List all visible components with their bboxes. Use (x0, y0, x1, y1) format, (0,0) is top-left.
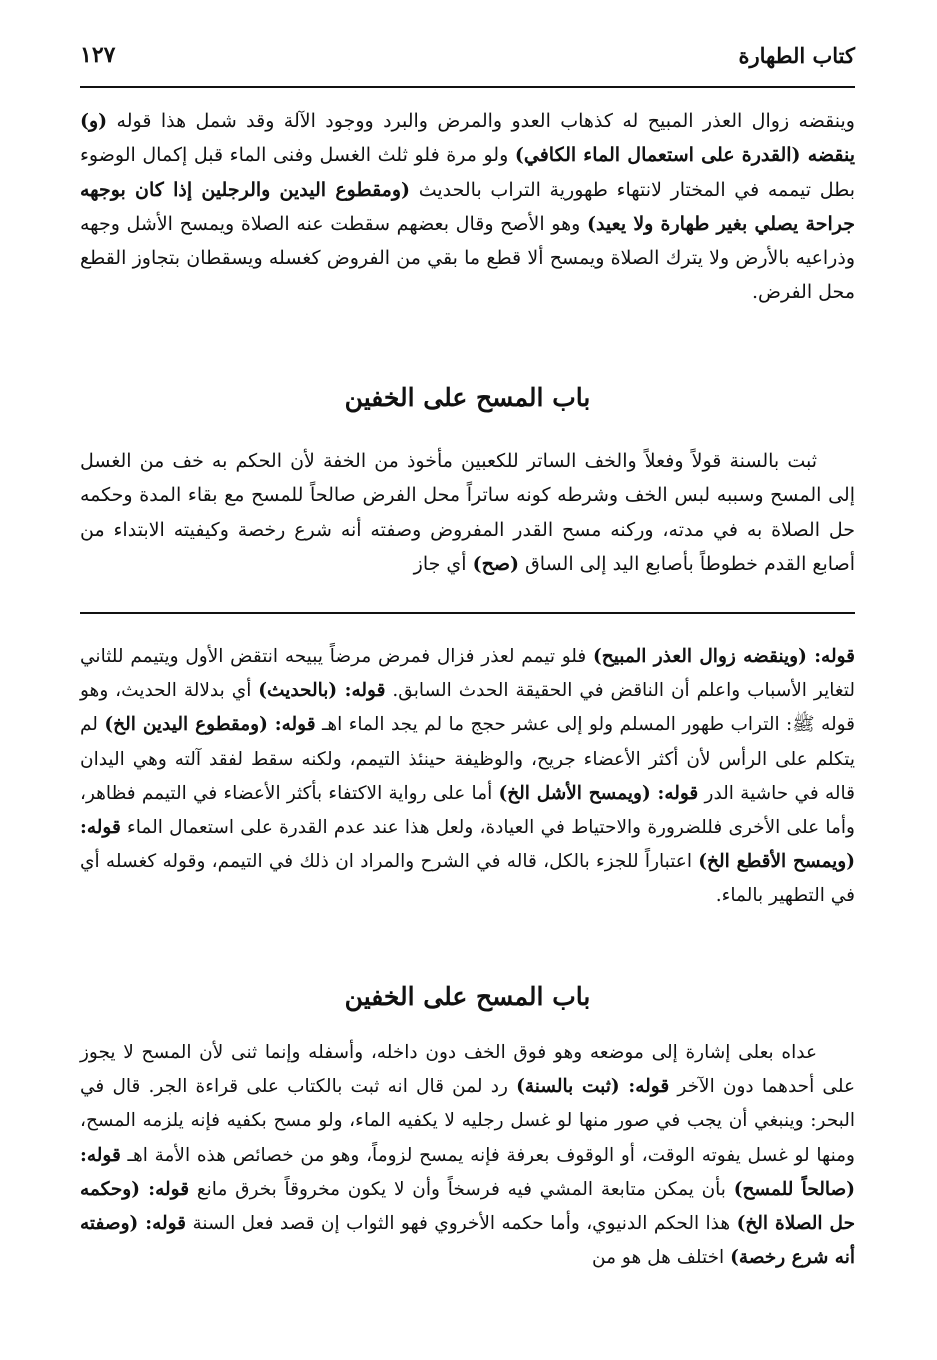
text-segment: أي بدلالة الحديث، وهو قوله ﷺ: التراب طهور المسلم ولو إلى عشر حجج ما لم يجد الماء اهـ (80, 680, 855, 736)
text-segment: ولو مرة فلو ثلث الغسل وفنى الماء قبل إكمال الوضوء بطل تيممه في المختار لانتهاء طهورية التراب بالحديث (80, 144, 855, 201)
text-segment: ثبت بالسنة قولاً وفعلاً والخف الساتر للكعبين مأخوذ من الخفة لأن الحكم به خف من الغسل إلى المسح وسببه لبس الخف وشرطه كونه ساتراً محل الفرض صالحاً للمسح مع بقاء المدة وحكمه حل الصلاة به في مدته، وركنه مسح القدر المفروض وصفته أنه شرع رخصة وكيفيته الابتداء من أصابع القدم خطوطاً بأصابع اليد إلى الساق (80, 450, 855, 575)
bold-quote-segment: قوله: (وينقضه زوال العذر المبيح) (593, 646, 855, 667)
text-segment: عداه بعلى إشارة إلى موضعه وهو فوق الخف دون داخله، وأسفله وإنما ثنى لأن المسح لا يجوز على أحدهما دون الآخر (80, 1042, 855, 1098)
main-paragraph-1 (80, 104, 855, 310)
main-paragraph-2 (80, 444, 855, 581)
bold-quote-segment: (ومقطوع اليدين والرجلين إذا كان بوجهه جراحة يصلي بغير طهارة ولا يعيد) (80, 178, 855, 235)
bold-quote-segment: قوله: (بالحديث) (258, 680, 386, 702)
text-segment: اختلف هل هو من (592, 1247, 731, 1269)
footnote-paragraph-2-text (80, 1036, 855, 1275)
text-segment: فلو تيمم لعذر فزال فمرض مرضاً يبيحه انتقض الأول ويتيمم للثاني لتغاير الأسباب واعلم أن الناقض في الحقيقة الحدث السابق. (80, 646, 855, 702)
footnote-paragraph-2 (80, 1036, 855, 1275)
footnote-paragraph-1 (80, 640, 855, 914)
bold-quote-segment: قوله: (ويمسح الأشل الخ) (498, 782, 699, 804)
main-section-title: باب المسح على الخفين (344, 383, 591, 412)
bold-quote-segment: قوله: (ومقطوع اليدين الخ) (104, 714, 316, 736)
text-segment: وهو الأصح وقال بعضهم سقطت عنه الصلاة ويمسح الأشل وجهه وذراعيه بالأرض ولا يترك الصلاة ويمسح ألا قطع ما بقي من الفروض كغسله ويسقطان بتجاوز القطع محل الفرض. (80, 212, 855, 304)
bold-quote-segment: قوله: (صالحاً للمسح) (80, 1144, 855, 1200)
text-segment: أي جاز (413, 552, 473, 575)
text-segment: هذا الحكم الدنيوي، وأما حكمه الأخروي فهو الثواب إن قصد فعل السنة (186, 1213, 737, 1235)
footnote-section-title: باب المسح على الخفين (344, 982, 591, 1011)
main-text-paragraph-2 (80, 444, 855, 581)
bold-quote-segment: قوله: (ويمسح الأقطع الخ) (80, 817, 855, 873)
page-header (80, 28, 855, 68)
bold-quote-segment: قوله: (وصفته أنه شرع رخصة) (80, 1213, 855, 1269)
bold-quote-segment: (و) ينقضه (القدرة على استعمال الماء الكافي) (80, 110, 855, 167)
bold-quote-segment: قوله: (ثبت بالسنة) (516, 1076, 670, 1098)
header-rule (80, 86, 855, 88)
footnote-separator (80, 612, 855, 614)
bold-quote-segment: (صح) (472, 552, 520, 575)
text-segment: لم يتكلم على الرأس لأن أكثر الأعضاء جريح، والوظيفة حينئذ التيمم، ولكنه سقط لفقد آلته وهي اليدان قاله في حاشية الدر (80, 714, 855, 804)
text-segment: أما على رواية الاكتفاء بأكثر الأعضاء في التيمم فظاهر، وأما على الأخرى فللضرورة والاحتياط في العيادة، ولعل هذا عند عدم القدرة على استعمال الماء (80, 782, 855, 839)
page-number: ١٢٧ (80, 42, 116, 68)
text-segment: رد لمن قال انه ثبت بالكتاب على قراءة الجر. قال في البحر: وينبغي أن يجب في صور منها لو غسل رجليه لا يكفيه الماء، ولو مسح بكفيه فإنه يلزمه المسح، ومنها لو غسل يفوته الوقت، أو الوقوف بعرفة فإنه يمسح لزوماً، وهو من خصائص هذه الأمة اهـ (80, 1076, 855, 1166)
text-segment: اعتباراً للجزء بالكل، قاله في الشرح والمراد ان ذلك في التيمم، وقوله كغسله أي في التطهير بالماء. (80, 851, 855, 907)
main-text-paragraph-1 (80, 104, 855, 310)
text-segment: وينقضه زوال العذر المبيح له كذهاب العدو والمرض والبرد ووجود الآلة وقد شمل هذا قوله (107, 110, 855, 132)
footnote-paragraph-1-text (80, 640, 855, 914)
running-head: كتاب الطهارة (738, 43, 855, 68)
text-segment: بأن يمكن متابعة المشي فيه فرسخاً وأن لا يكون مخروقاً بخرق مانع (189, 1178, 734, 1200)
bold-quote-segment: قوله: (وحكمه حل الصلاة الخ) (80, 1178, 856, 1235)
